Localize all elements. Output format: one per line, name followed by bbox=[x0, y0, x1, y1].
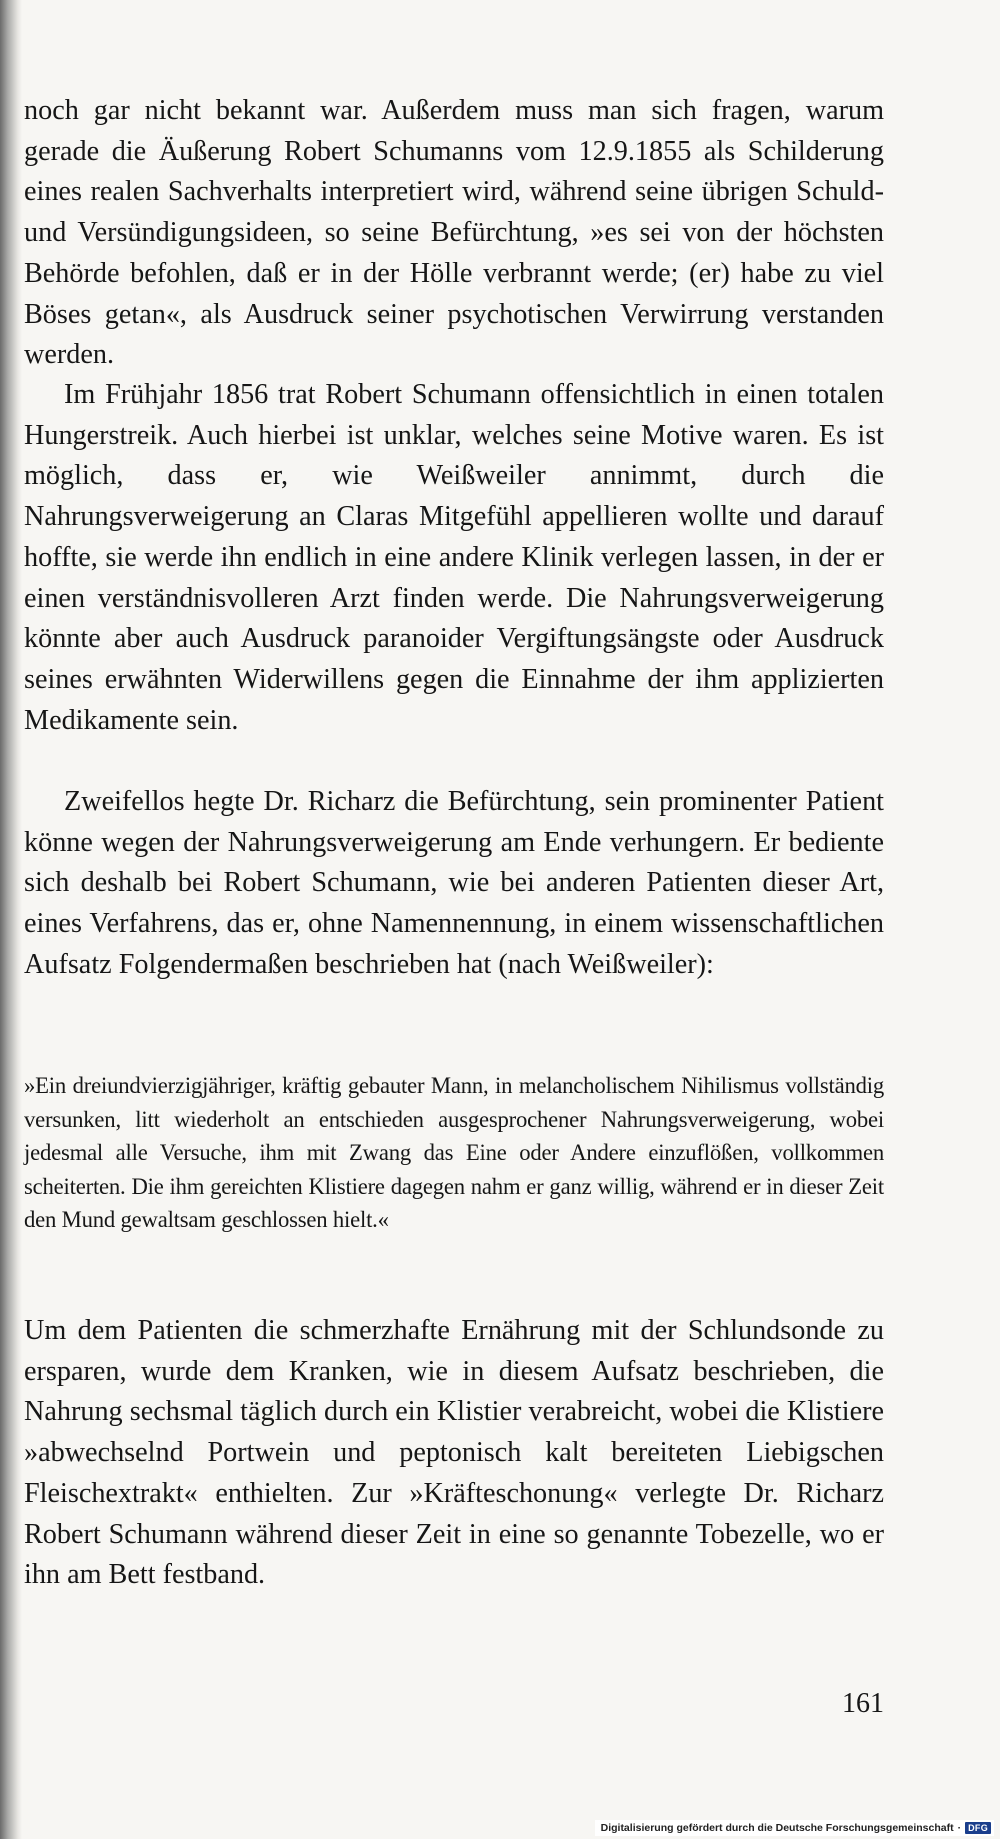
block-quote-text: »Ein dreiundvierzigjähriger, kräftig gebauter Mann, in melancholischem Nihilismus vollständig versunken, litt wiederholt an entschieden ausgesprochener Nahrungsverweigerung, wobei jedesmal alle Versuche, ihm mit Zwang das Eine oder Andere einzuflößen, vollkommen scheiterten. Die ihm gereichten Klistiere dagegen nahm er ganz willig, während er in dieser Zeit den Mund gewaltsam geschlossen hielt.« bbox=[24, 1073, 884, 1233]
paragraph-1 bbox=[24, 91, 884, 376]
paragraph-1-text: noch gar nicht bekannt war. Außerdem muss man sich fragen, warum gerade die Äußerung Robert Schumanns vom 12.9.1855 als Schilderung eines realen Sachverhalts interpretiert wird, während seine übrigen Schuld- und Versündigungsideen, so seine Befürchtung, »es sei von der höchsten Behörde befohlen, daß er in der Hölle verbrannt werde; (er) habe zu viel Böses getan«, als Ausdruck seiner psychotischen Verwirrung verstanden werden. bbox=[24, 95, 884, 371]
paragraph-4-text: Um dem Patienten die schmerzhafte Ernährung mit der Schlundsonde zu ersparen, wurde dem Kranken, wie in diesem Aufsatz beschrieben, die Nahrung sechsmal täglich durch ein Klistier verabreicht, wobei die Klistiere »abwechselnd Portwein und peptonisch kalt bereiteten Liebigschen Fleischextrakt« enthielten. Zur »Kräfteschonung« verlegte Dr. Richarz Robert Schumann während dieser Zeit in eine so genannte Tobezelle, wo er ihn am Bett festband. bbox=[24, 1315, 884, 1591]
paragraph-3 bbox=[24, 782, 884, 986]
dfg-logo-icon: DFG bbox=[965, 1822, 991, 1834]
binding-gutter-shadow bbox=[0, 0, 22, 1839]
paragraph-2-text: Im Frühjahr 1856 trat Robert Schumann offensichtlich in einen totalen Hungerstreik. Auch hierbei ist unklar, welches seine Motive waren. Es ist möglich, dass er, wie Weißweiler annimmt, durch die Nahrungsverweigerung an Claras Mitgefühl appellieren wollte und darauf hoffte, sie werde ihn endlich in eine andere Klinik verlegen lassen, in der er einen verständnisvolleren Arzt finden werde. Die Nahrungsverweigerung könnte aber auch Ausdruck paranoider Vergiftungsängste oder Ausdruck seines erwähnten Widerwillens gegen die Einnahme der ihm applizierten Medikamente sein. bbox=[24, 379, 884, 736]
digitization-credit-text: Digitalisierung gefördert durch die Deutsche Forschungsgemeinschaft bbox=[600, 1822, 954, 1834]
paragraph-2 bbox=[24, 375, 884, 741]
digitization-credit: Digitalisierung gefördert durch die Deutsche Forschungsgemeinschaft · DFG bbox=[595, 1820, 994, 1836]
page-number: 161 bbox=[842, 1688, 884, 1719]
paragraph-4 bbox=[24, 1311, 884, 1596]
paragraph-3-text: Zweifellos hegte Dr. Richarz die Befürchtung, sein prominenter Patient könne wegen der Nahrungsverweigerung am Ende verhungern. Er bediente sich deshalb bei Robert Schumann, wie bei anderen Patienten dieser Art, eines Verfahrens, das er, ohne Namennennung, in einem wissenschaftlichen Aufsatz Folgendermaßen beschrieben hat (nach Weißweiler): bbox=[24, 786, 884, 980]
block-quote bbox=[24, 1069, 884, 1237]
